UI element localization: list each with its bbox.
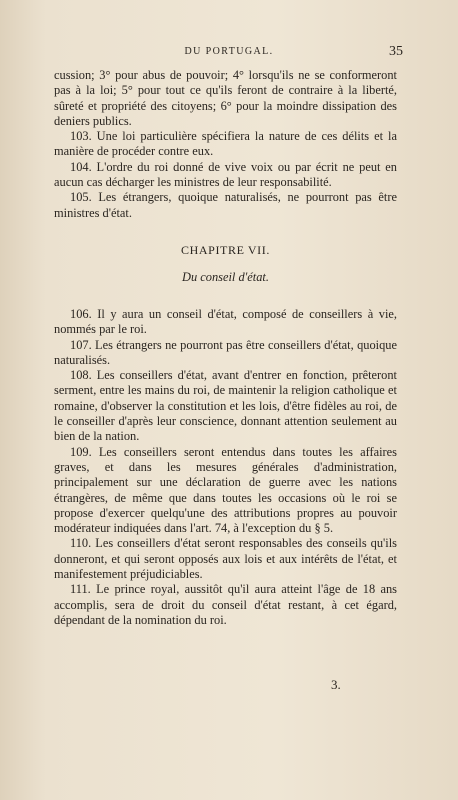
running-title: DU PORTUGAL. <box>184 46 274 57</box>
article-108: 108. Les conseillers d'état, avant d'entrer en fonction, prêteront serment, entre les mains du roi, de maintenir la religion catholique et romaine, d'observer la constitution et les lois, d'être fidèles au roi, de le conseiller d'après leur conscience, donnant attention seulement au bien de la nation. <box>54 368 397 444</box>
paragraph: cussion; 3° pour abus de pouvoir; 4° lorsqu'ils ne se conformeront pas à la loi; 5° pour tout ce qu'ils feront de contraire à la liberté, sûreté et propriété des citoyens; 6° pour la moindre dissipation des deniers publics. <box>54 68 397 128</box>
signature-mark: 3. <box>331 677 341 692</box>
article-103: 103. Une loi particulière spécifiera la nature de ces délits et la manière de procéder contre eux. <box>54 129 397 159</box>
article-109: 109. Les conseillers seront entendus dans toutes les affaires graves, et dans les mesures générales d'administration, principalement sur une déclaration de guerre avec les nations étrangères, de même que dans toutes les occasions où le roi se propose d'exercer quelqu'une des attributions propres au pouvoir modérateur indiquées dans l'art. 74, à l'exception du § 5. <box>54 444 397 536</box>
page-body <box>54 68 397 628</box>
article-107: 107. Les étrangers ne pourront pas être conseillers d'état, quoique naturalisés. <box>54 337 397 367</box>
article-104: 104. L'ordre du roi donné de vive voix ou par écrit ne peut en aucun cas décharger les ministres de leur responsabilité. <box>54 159 397 190</box>
article-111: 111. Le prince royal, aussitôt qu'il aura atteint l'âge de 18 ans accomplis, sera de droit du conseil d'état restant, à cet égard, dépendant de la nomination du roi. <box>54 582 397 627</box>
page-number: 35 <box>389 44 403 59</box>
chapter-subtitle: Du conseil d'état. <box>182 269 269 284</box>
chapter-title: CHAPITRE VII. <box>181 242 270 257</box>
article-106: 106. Il y aura un conseil d'état, composé de conseillers à vie, nommés par le roi. <box>54 306 397 337</box>
article-105: 105. Les étrangers, quoique naturalisés, ne pourront pas être ministres d'état. <box>54 190 397 220</box>
page-header <box>0 44 458 64</box>
article-110: 110. Les conseillers d'état seront responsables des conseils qu'ils donneront, et qui seront opposés aux lois et aux intérêts de l'état, et manifestement préjudiciables. <box>54 536 397 582</box>
